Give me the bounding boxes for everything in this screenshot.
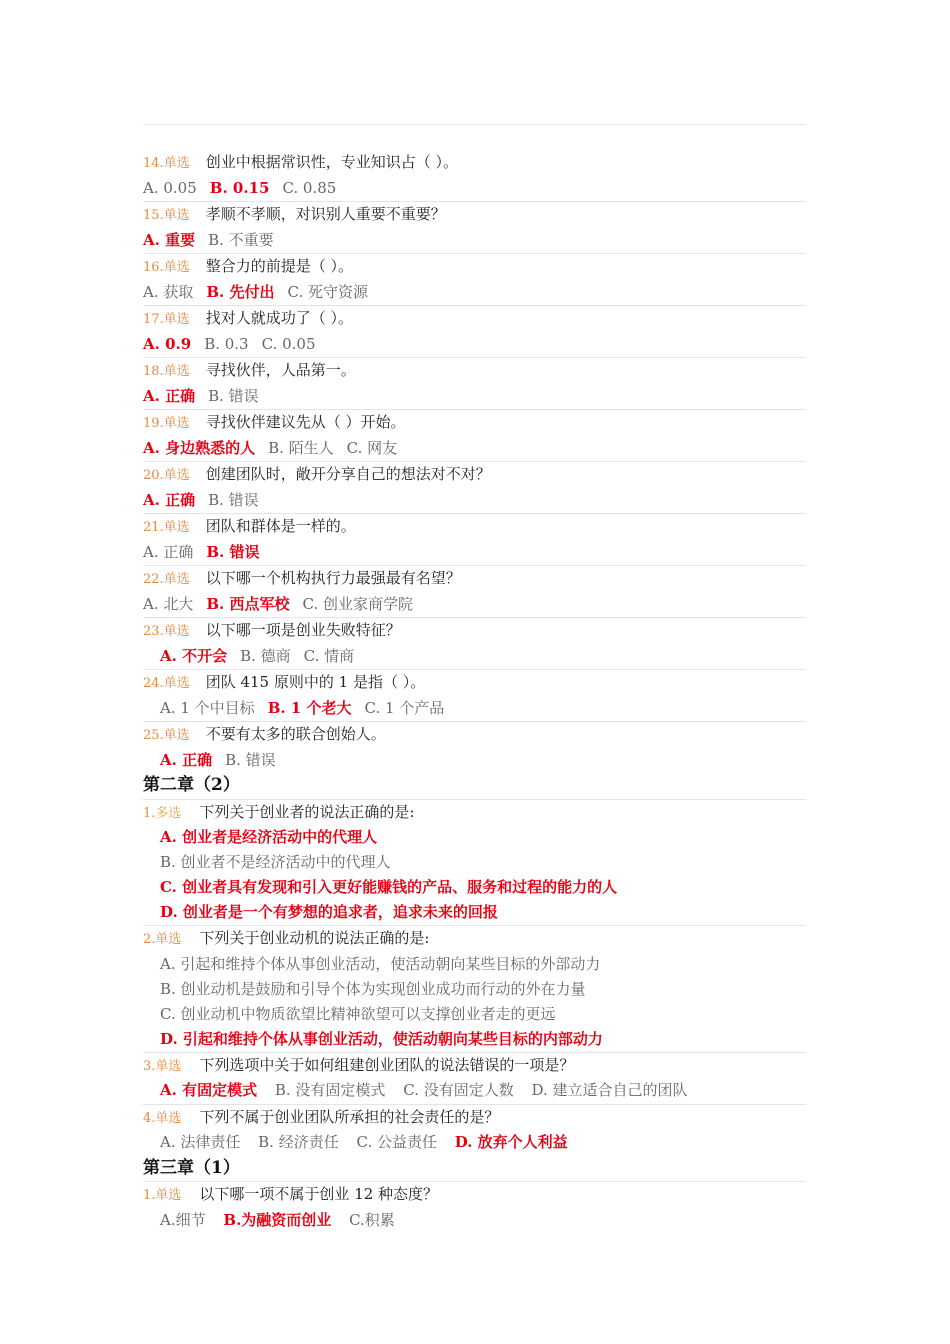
question-text: 寻找伙伴建议先从（ ）开始。 xyxy=(205,413,406,431)
options-row xyxy=(143,1078,806,1105)
question-number: 22. xyxy=(143,572,164,587)
question-text: 下列关于创业动机的说法正确的是: xyxy=(199,929,430,947)
question-number: 15. xyxy=(143,208,164,223)
option[interactable]: A. 有固定模式 xyxy=(160,1081,258,1099)
option[interactable]: C. 情商 xyxy=(303,646,355,665)
options-row xyxy=(143,332,806,359)
question-type: 单选 xyxy=(155,1110,182,1126)
option[interactable]: D. 引起和维持个体从事创业活动，使活动朝向某些目标的内部动力 xyxy=(143,1027,806,1053)
option[interactable]: A. 不开会 xyxy=(160,646,228,665)
question-item xyxy=(143,514,806,566)
question-item xyxy=(143,358,806,410)
question-text: 下列关于创业者的说法正确的是: xyxy=(199,802,415,821)
option[interactable]: B. 错误 xyxy=(208,490,259,509)
options-row xyxy=(143,488,806,515)
options-row xyxy=(143,592,806,619)
option[interactable]: B. 没有固定模式 xyxy=(274,1081,386,1099)
option[interactable]: B. 创业者不是经济活动中的代理人 xyxy=(160,853,391,871)
question-number: 3. xyxy=(143,1058,156,1074)
option[interactable]: B. 不重要 xyxy=(208,230,274,249)
option[interactable]: C. 公益责任 xyxy=(356,1133,437,1151)
question-item xyxy=(143,670,806,722)
question-item xyxy=(143,566,806,618)
question-item xyxy=(143,150,806,202)
question-type: 单选 xyxy=(163,416,190,431)
question-text: 不要有太多的联合创始人。 xyxy=(205,725,386,743)
question-number: 2. xyxy=(143,932,156,947)
option[interactable]: C. 网友 xyxy=(346,438,398,457)
question-text: 以下哪一项不属于创业 12 种态度？ xyxy=(199,1185,439,1203)
question-text: 创建团队时，敞开分享自己的想法对不对？ xyxy=(205,465,491,483)
options-row xyxy=(143,436,806,463)
question-type: 单选 xyxy=(163,156,190,171)
document-page xyxy=(143,150,806,1233)
chapter-2-heading: 第二章（2） xyxy=(143,773,806,800)
question-type: 单选 xyxy=(155,932,182,947)
option[interactable]: C. 0.05 xyxy=(261,334,316,353)
question-type: 多选 xyxy=(155,805,182,821)
option[interactable]: B. 错误 xyxy=(225,750,276,769)
question-type: 单选 xyxy=(155,1188,182,1203)
option[interactable]: C. 创业动机中物质欲望比精神欲望可以支撑创业者走的更远 xyxy=(160,1004,556,1023)
option[interactable]: C. 创业者具有发现和引入更好能赚钱的产品、服务和过程的能力的人 xyxy=(160,878,618,896)
question-number: 21. xyxy=(143,520,164,535)
option[interactable]: A. 重要 xyxy=(143,230,196,249)
question-number: 23. xyxy=(143,624,164,639)
question-list xyxy=(143,150,806,773)
options-row xyxy=(143,540,806,567)
option[interactable]: A. 正确 xyxy=(143,542,194,561)
question-type: 单选 xyxy=(163,572,190,587)
question-text: 以下哪一个机构执行力最强最有名望？ xyxy=(205,569,461,587)
question-type: 单选 xyxy=(155,1058,182,1074)
option[interactable]: C. 1 个产品 xyxy=(364,698,445,717)
question-type: 单选 xyxy=(163,364,190,379)
option[interactable]: C. 创业家商学院 xyxy=(302,594,413,613)
question-number: 18. xyxy=(143,364,164,379)
option[interactable]: B.为融资而创业 xyxy=(223,1210,332,1229)
question-type: 单选 xyxy=(163,676,190,691)
chapter-3-heading: 第三章（1） xyxy=(143,1156,806,1183)
option[interactable]: D. 放弃个人利益 xyxy=(454,1133,568,1151)
chapter3-question-1 xyxy=(143,1182,806,1233)
question-number: 24. xyxy=(143,676,164,691)
option[interactable]: A. 1 个中目标 xyxy=(160,698,255,717)
question-item xyxy=(143,254,806,306)
question-number: 14. xyxy=(143,156,164,171)
question-number: 1. xyxy=(143,1188,156,1203)
question-type: 单选 xyxy=(163,520,190,535)
question-type: 单选 xyxy=(163,624,190,639)
question-text: 整合力的前提是（ ）。 xyxy=(205,257,353,275)
top-divider xyxy=(143,124,806,125)
option[interactable]: B. 0.3 xyxy=(204,334,249,353)
option[interactable]: B. 1 个老大 xyxy=(267,698,352,717)
question-item xyxy=(143,202,806,254)
question-text: 找对人就成功了（ ）。 xyxy=(205,309,353,327)
question-text: 下列选项中关于如何组建创业团队的说法错误的一项是？ xyxy=(199,1055,575,1074)
question-type: 单选 xyxy=(163,728,190,743)
options-row xyxy=(143,176,806,203)
options-row xyxy=(143,228,806,255)
question-text: 孝顺不孝顺，对识别人重要不重要？ xyxy=(205,205,446,223)
question-type: 单选 xyxy=(163,260,190,275)
options-row xyxy=(143,1130,806,1156)
question-item xyxy=(143,410,806,462)
question-type: 单选 xyxy=(163,468,190,483)
question-text: 下列不属于创业团队所承担的社会责任的是？ xyxy=(199,1107,500,1126)
option[interactable]: C. 0.85 xyxy=(282,178,337,197)
chapter2-question-3 xyxy=(143,1053,806,1105)
question-number: 1. xyxy=(143,805,156,821)
options-row xyxy=(143,644,806,671)
option[interactable]: D. 创业者是一个有梦想的追求者，追求未来的回报 xyxy=(143,900,806,926)
question-text: 寻找伙伴，人品第一。 xyxy=(205,361,356,379)
option[interactable]: C. 死守资源 xyxy=(287,282,368,301)
options-row xyxy=(143,384,806,411)
option[interactable]: A. 获取 xyxy=(143,282,194,301)
option[interactable]: C.积累 xyxy=(349,1210,395,1229)
option[interactable]: B. 经济责任 xyxy=(258,1133,339,1151)
option[interactable]: B. 德商 xyxy=(240,646,291,665)
question-item xyxy=(143,722,806,773)
option[interactable]: B. 陌生人 xyxy=(268,438,334,457)
question-text: 团队 415 原则中的 1 是指（ ）。 xyxy=(205,673,426,691)
question-text: 以下哪一项是创业失败特征？ xyxy=(205,621,401,639)
question-number: 17. xyxy=(143,312,164,327)
option[interactable]: A. 正确 xyxy=(143,490,196,509)
chapter2-question-1 xyxy=(143,800,806,927)
option[interactable]: B. 0.15 xyxy=(209,178,270,197)
chapter2-question-2 xyxy=(143,926,806,1053)
option[interactable]: A. 法律责任 xyxy=(160,1133,241,1151)
question-item xyxy=(143,306,806,358)
option[interactable]: A. 创业者是经济活动中的代理人 xyxy=(160,828,378,846)
options-row xyxy=(143,696,806,723)
option[interactable]: B. 创业动机是鼓励和引导个体为实现创业成功而行动的外在力量 xyxy=(160,979,586,998)
question-number: 16. xyxy=(143,260,164,275)
option[interactable]: A. 北大 xyxy=(143,594,194,613)
option[interactable]: A. 引起和维持个体从事创业活动，使活动朝向某些目标的外部动力 xyxy=(160,954,601,973)
options-row xyxy=(143,1208,806,1234)
question-number: 19. xyxy=(143,416,164,431)
option[interactable]: B. 错误 xyxy=(208,386,259,405)
question-item xyxy=(143,618,806,670)
question-text: 创业中根据常识性，专业知识占（ ）。 xyxy=(205,153,458,171)
option[interactable]: D. 建立适合自己的团队 xyxy=(531,1081,688,1099)
question-type: 单选 xyxy=(163,312,190,327)
option[interactable]: B. 先付出 xyxy=(206,282,275,301)
option[interactable]: A. 正确 xyxy=(160,750,213,769)
option[interactable]: A.细节 xyxy=(160,1210,206,1229)
options-row xyxy=(143,748,806,774)
option[interactable]: B. 错误 xyxy=(206,542,260,561)
option[interactable]: C. 没有固定人数 xyxy=(403,1081,514,1099)
chapter2-question-4 xyxy=(143,1105,806,1156)
question-text: 团队和群体是一样的。 xyxy=(205,517,356,535)
option[interactable]: A. 0.05 xyxy=(143,178,197,197)
option[interactable]: B. 西点军校 xyxy=(206,594,290,613)
option[interactable]: A. 正确 xyxy=(143,386,196,405)
question-item xyxy=(143,462,806,514)
options-row xyxy=(143,280,806,307)
question-number: 20. xyxy=(143,468,164,483)
question-type: 单选 xyxy=(163,208,190,223)
question-number: 25. xyxy=(143,728,164,743)
option[interactable]: A. 0.9 xyxy=(143,334,192,353)
question-number: 4. xyxy=(143,1110,156,1126)
option[interactable]: A. 身边熟悉的人 xyxy=(143,438,256,457)
